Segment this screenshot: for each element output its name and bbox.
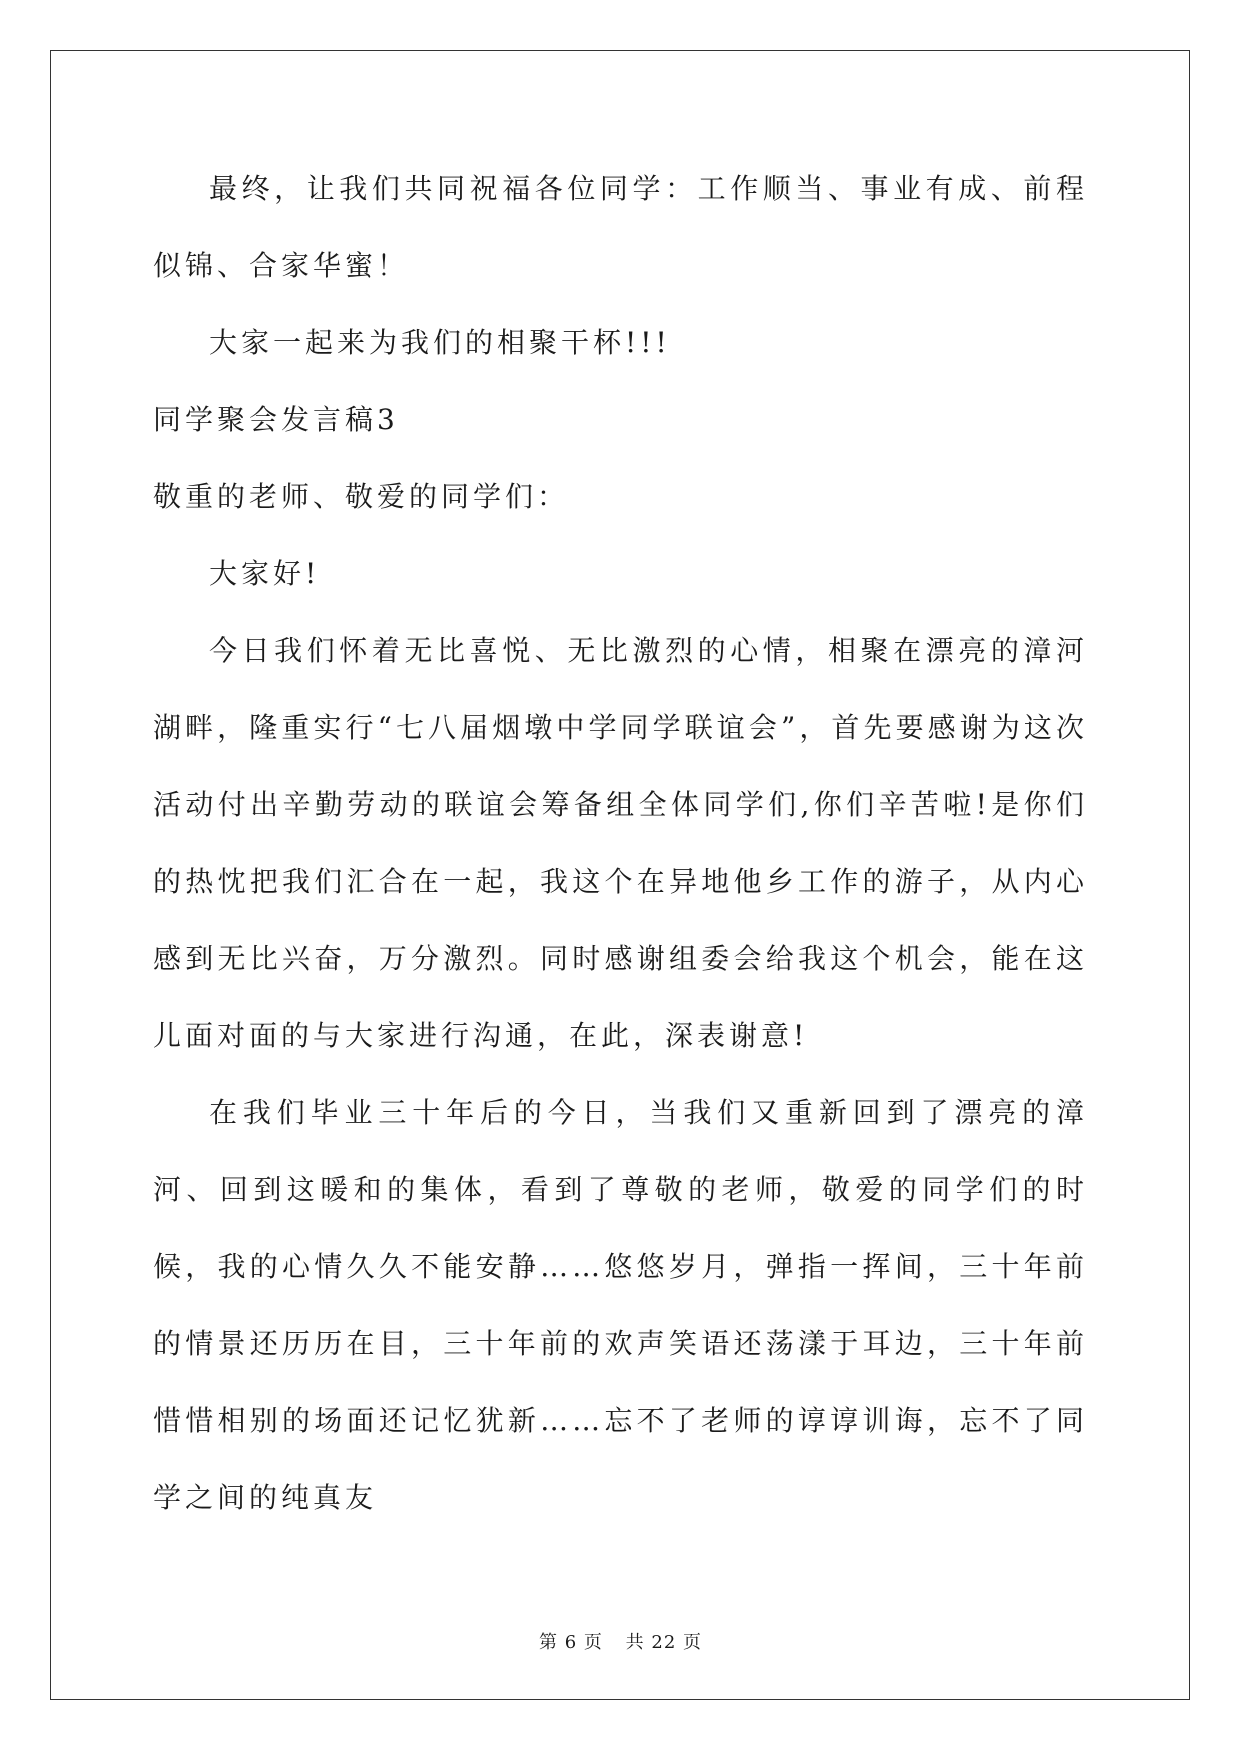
page-total: 共 22 页	[625, 1632, 702, 1653]
paragraph-blessing: 最终，让我们共同祝福各位同学：工作顺当、事业有成、前程似锦、合家华蜜！	[153, 172, 1088, 282]
page-number: 第 6 页	[539, 1632, 603, 1653]
page-footer	[0, 1628, 1241, 1654]
paragraph-intro: 今日我们怀着无比喜悦、无比激烈的心情，相聚在漂亮的漳河湖畔，隆重实行“七八届烟墩中学同学联谊会”，首先要感谢为这次活动付出辛勤劳动的联谊会筹备组全体同学们,你们辛苦啦!是你们的热忱把我们汇合在一起，我这个在异地他乡工作的游子，从内心感到无比兴奋，万分激烈。同时感谢组委会给我这个机会，能在这儿面对面的与大家进行沟通，在此，深表谢意!	[153, 634, 1088, 1052]
salutation: 敬重的老师、敬爱的同学们：	[153, 480, 570, 513]
paragraph-memories: 在我们毕业三十年后的今日，当我们又重新回到了漂亮的漳河、回到这暖和的集体，看到了尊敬的老师，敬爱的同学们的时候，我的心情久久不能安静……悠悠岁月，弹指一挥间，三十年前的情景还历历在目，三十年前的欢声笑语还荡漾于耳边，三十年前惜惜相别的场面还记忆犹新……忘不了老师的谆谆训诲，忘不了同学之间的纯真友	[153, 1096, 1088, 1514]
section-heading: 同学聚会发言稿3	[153, 403, 399, 436]
document-body	[153, 150, 1088, 1536]
paragraph-toast: 大家一起来为我们的相聚干杯!!!	[209, 326, 671, 359]
greeting: 大家好!	[209, 557, 321, 590]
